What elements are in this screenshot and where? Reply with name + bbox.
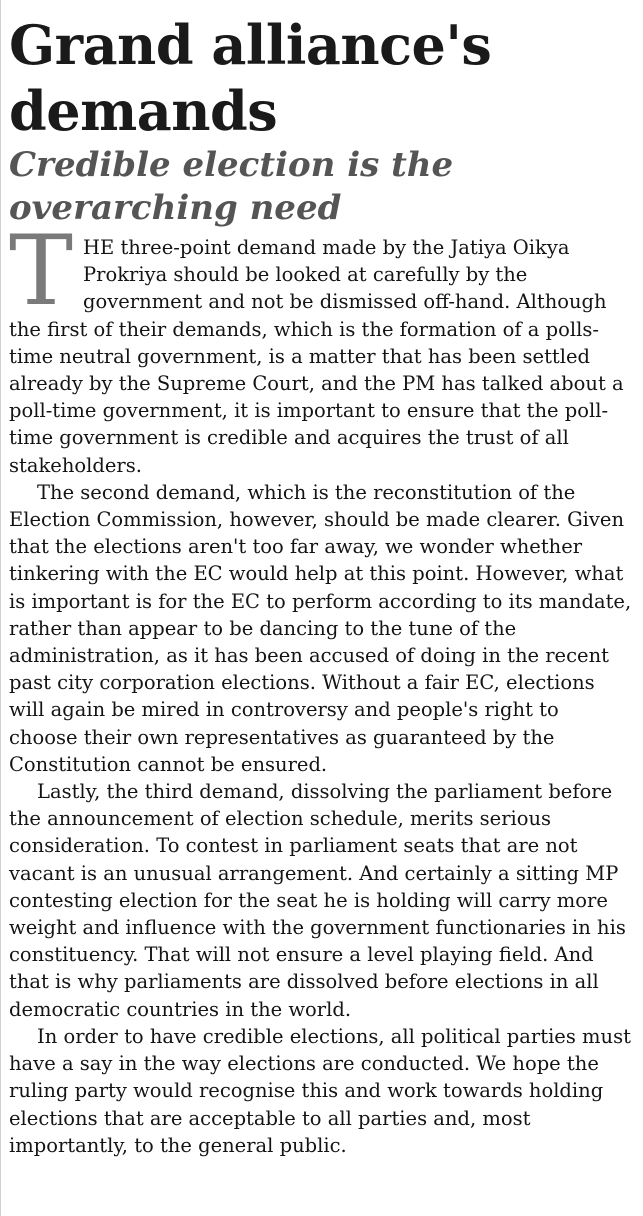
headline: Grand alliance's demands [9,13,492,143]
paragraph-3: Lastly, the third demand, dissolving the parliament before the announcement of election schedule, merits serious consideration. To contest in parliament seats that are not vacant is an unusual arrangement. And certainly a sitting MP contesting election for the seat he is holding will carry more weight and influence with the government functionaries in his constituency. That will not ensure a level playing field. And that is why parliaments are dissolved before elections in all democratic countries in the world. [9,780,626,1021]
lead-paragraph [9,215,633,479]
subheadline: Credible election is the overarching need [9,145,454,228]
paragraph-4: In order to have credible elections, all political parties must have a say in the way elections are conducted. We hope the ruling party would recognise this and work towards holding elections that are acceptable to all parties and, most importantly, to the general public. [9,1024,631,1157]
paragraph-2: The second demand, which is the reconstitution of the Election Commission, however, should be made clearer. Given that the elections aren't too far away, we wonder whether tinkering with the EC would help at this point. However, what is important is for the EC to perform according to its mandate, rather than appear to be dancing to the tune of the administration, as it has been accused of doing in the recent past city corporation elections. Without a fair EC, elections will again be mired in controversy and people's right to choose their own representatives as guaranteed by the Constitution cannot be ensured. [9,480,632,776]
article-body [9,215,633,1159]
drop-cap: T [9,215,74,327]
lead-paragraph-text: HE three-point demand made by the Jatiya Oikya Prokriya should be looked at carefully by the government and not be dismissed off-hand. Although the first of their demands, which is the formation of a polls-time neutral government, is a matter that has been settled already by the Supreme Court, and the PM has talked about a poll-time government, it is important to ensure that the poll-time government is credible and acquires the trust of all stakeholders. [9,236,624,477]
